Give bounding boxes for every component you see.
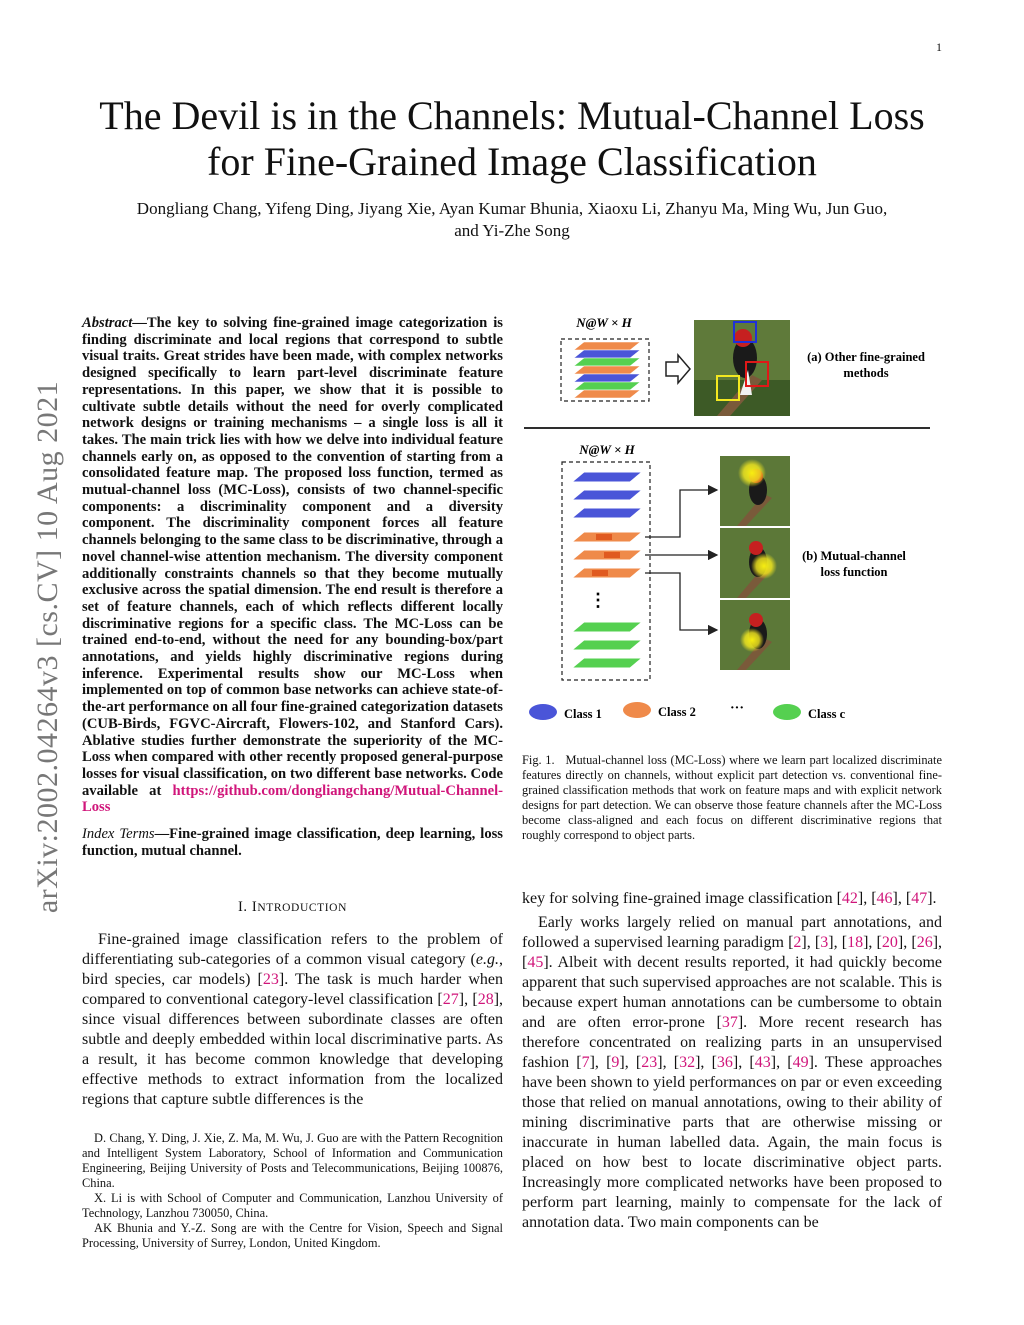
para-text: Early works largely relied on manual part annotations, and followed a supervised learning paradigm [ bbox=[522, 914, 942, 951]
para-text: ], [ bbox=[732, 1054, 755, 1071]
right-column-text bbox=[522, 889, 942, 1233]
para-text: ]. Albeit with decent results reported, it had quickly become apparent that such supervised approaches are not scalable. This is because expert human annotations can be cumbersome to obtain and are often error-prone [ bbox=[522, 954, 942, 1031]
citation-link[interactable]: 3 bbox=[820, 934, 829, 951]
para-text: ], [ bbox=[857, 890, 877, 907]
para-text: key for solving fine-grained image classification [ bbox=[522, 890, 842, 907]
section-heading bbox=[82, 899, 503, 916]
para-text: ], [ bbox=[522, 934, 943, 971]
legend-class1: Class 1 bbox=[564, 707, 602, 721]
footnote-2: X. Li is with School of Computer and Communication, Lanzhou University of Technology, Lanzhou 730050, China. bbox=[82, 1191, 503, 1220]
classc-channels bbox=[572, 622, 642, 668]
citation-link[interactable]: 46 bbox=[876, 890, 893, 907]
feature-dim-label-mid: N@W × H bbox=[579, 442, 635, 457]
para-text: ], [ bbox=[657, 1054, 680, 1071]
para-text: ], [ bbox=[828, 934, 848, 951]
citation-link[interactable]: 32 bbox=[679, 1054, 696, 1071]
index-terms-heading: Index Terms bbox=[82, 826, 155, 842]
page-number: 1 bbox=[936, 40, 942, 54]
legend-class2: Class 2 bbox=[658, 705, 696, 719]
citation-link[interactable]: 49 bbox=[792, 1054, 809, 1071]
class2-channels bbox=[572, 532, 642, 578]
para-text: ]. These approaches have been shown to yield performances on par or even exceeding those that relied on manual annotations, owing to their ability of mining discriminative parts that are otherwise missing or inaccurate in human labelled data. Again, the main focus is placed on how best to locate discriminative object parts. Increasingly more complicated networks have been proposed to perform part learning, mainly to compensate for the lack of annotation data. Two main components can be bbox=[522, 1054, 943, 1231]
para-text: ], [ bbox=[892, 890, 912, 907]
citation-link[interactable]: 20 bbox=[881, 934, 898, 951]
para-text: ]. bbox=[927, 890, 937, 907]
para-text: ], [ bbox=[897, 934, 917, 951]
citation-link[interactable]: 37 bbox=[721, 1014, 738, 1031]
citation-link[interactable]: 43 bbox=[754, 1054, 771, 1071]
footnote-3: AK Bhunia and Y.-Z. Song are with the Centre for Vision, Speech and Signal Processing, University of Surrey, London, United Kingdom. bbox=[82, 1221, 503, 1250]
citation-link[interactable]: 7 bbox=[581, 1054, 590, 1071]
para-text: ], [ bbox=[695, 1054, 717, 1071]
legend-swatch-class2 bbox=[623, 702, 651, 718]
title-line-1: The Devil is in the Channels: Mutual-Channel Loss bbox=[99, 93, 925, 138]
stacked-feature-maps bbox=[574, 342, 640, 398]
abstract-text: —The key to solving fine-grained image categorization is finding discriminate and local regions that correspond to subtle visual traits. Great strides have been made, with complex networks designed specifically to learn part-level discriminate feature representations. In this paper, we show that it is possible to cultivate subtle details without the need for overly complicated network designs or training mechanisms – a single loss is all it takes. The main trick lies with how we delve into individual feature channels early on, as opposed to the convention of starting from a consolidated feature map. The proposed loss function, termed as mutual-channel loss (MC-Loss), consists of two channel-specific components: a discriminality component and a diversity component. The discriminality component forces all feature channels belonging to the same class to be discriminative, through a novel channel-wise attention mechanism. The diversity component additionally constraints channels so that they become mutually exclusive across the spatial dimension. The end result is therefore a set of feature channels, each of which reflects different locally discriminative regions for a specific class. The MC-Loss can be trained end-to-end, without the need for any bounding-box/part annotations, and yields highly discriminative regions during inference. Experimental results show our MC-Loss when implemented on top of common base networks can achieve state-of-the-art performance on all four fine-grained categorization datasets (CUB-Birds, FGVC-Aircraft, Flowers-102, and Stanford Cars). Ablative studies further demonstrate the superiority of the MC-Loss when compared with other recently proposed general-purpose losses for visual classification, on two different base networks. Code available at bbox=[82, 315, 503, 799]
title-line-2: for Fine-Grained Image Classification bbox=[207, 139, 817, 184]
citation-link[interactable]: 42 bbox=[841, 890, 858, 907]
label-other-methods-line2: methods bbox=[843, 366, 889, 380]
feature-dim-label-top: N@W × H bbox=[576, 315, 632, 330]
para-text: ], [ bbox=[801, 934, 821, 951]
citation-link[interactable]: 36 bbox=[716, 1054, 733, 1071]
legend-ellipsis: ··· bbox=[729, 701, 745, 716]
citation-link[interactable]: 28 bbox=[477, 991, 494, 1008]
intro-text: ], since visual differences between subordinate classes are often subtle and deeply embedded within local discriminative parts. As a result, it has become common knowledge that developing effective methods to extract information from the localized regions that capture subtle differences is the bbox=[82, 991, 504, 1108]
early-works-paragraph bbox=[522, 913, 942, 1233]
author-list bbox=[80, 198, 944, 242]
legend-classc: Class c bbox=[808, 707, 846, 721]
citation-link[interactable]: 23 bbox=[262, 971, 279, 988]
arxiv-identifier-text: arXiv:2002.04264v3 [cs.CV] 10 Aug 2021 bbox=[31, 380, 64, 914]
continued-paragraph bbox=[522, 889, 942, 909]
index-terms-text: —Fine-grained image classification, deep learning, loss function, mutual channel. bbox=[82, 826, 503, 859]
figure-caption bbox=[522, 753, 942, 843]
channel-to-image-arrows bbox=[645, 490, 717, 630]
paper-title bbox=[60, 93, 964, 185]
citation-link[interactable]: 23 bbox=[641, 1054, 658, 1071]
figure-1 bbox=[512, 310, 952, 735]
arxiv-identifier bbox=[28, 352, 68, 942]
section-title-rest: NTRODUCTION bbox=[257, 902, 347, 914]
citation-link[interactable]: 45 bbox=[527, 954, 544, 971]
legend bbox=[529, 701, 846, 721]
para-text: ], [ bbox=[863, 934, 882, 951]
authors-line-2: and Yi-Zhe Song bbox=[454, 221, 570, 240]
legend-swatch-classc bbox=[773, 704, 801, 720]
para-text: ], [ bbox=[770, 1054, 793, 1071]
citation-link[interactable]: 9 bbox=[611, 1054, 620, 1071]
bird-attention-wing bbox=[720, 600, 790, 670]
bird-attention-head bbox=[720, 456, 790, 526]
label-mc-loss-line2: loss function bbox=[820, 565, 888, 579]
abstract bbox=[82, 315, 503, 816]
bird-image-top bbox=[694, 320, 790, 416]
intro-text: , bird species, car models) [ bbox=[82, 951, 503, 988]
citation-link[interactable]: 27 bbox=[442, 991, 459, 1008]
intro-text: ], [ bbox=[458, 991, 478, 1008]
vertical-ellipsis: ⋮ bbox=[589, 590, 607, 610]
citation-link[interactable]: 2 bbox=[793, 934, 802, 951]
code-link[interactable]: https://github.com/dongliangchang/Mutual-Channel-Loss bbox=[82, 782, 503, 816]
para-text: ], [ bbox=[619, 1054, 642, 1071]
section-numeral: I. bbox=[238, 899, 248, 915]
intro-eg: e.g. bbox=[475, 951, 499, 968]
class1-channels bbox=[572, 472, 642, 518]
authors-line-1: Dongliang Chang, Yifeng Ding, Jiyang Xie, Ayan Kumar Bhunia, Xiaoxu Li, Zhanyu Ma, Ming Wu, Jun Guo, bbox=[136, 199, 888, 218]
figure-1-diagram bbox=[512, 310, 952, 735]
intro-text: Fine-grained image classification refers to the problem of differentiating sub-categories of a common visual category ( bbox=[82, 931, 503, 968]
label-mc-loss-line1: (b) Mutual-channel bbox=[802, 549, 906, 563]
intro-paragraph bbox=[82, 930, 503, 1110]
section-cap: I bbox=[251, 899, 258, 915]
label-other-methods-line1: (a) Other fine-grained bbox=[807, 350, 925, 364]
caption-label: Fig. 1. bbox=[522, 753, 555, 767]
footnote-1: D. Chang, Y. Ding, J. Xie, Z. Ma, M. Wu, J. Guo are with the Pattern Recognition and Intelligent System Laboratory, School of Information and Communication Engineering, Beijing University of Posts and Telecommunications, Beijing 100876, China. bbox=[82, 1131, 503, 1190]
intro-text: ]. The task is much harder when compared to conventional category-level classification [ bbox=[82, 971, 503, 1008]
legend-swatch-class1 bbox=[529, 704, 557, 720]
citation-link[interactable]: 26 bbox=[916, 934, 933, 951]
para-text: ]. More recent research has therefore concentrated on realizing parts in an unsupervised fashion [ bbox=[522, 1014, 942, 1071]
citation-link[interactable]: 18 bbox=[847, 934, 864, 951]
citation-link[interactable]: 47 bbox=[911, 890, 928, 907]
index-terms bbox=[82, 826, 503, 859]
para-text: ], [ bbox=[589, 1054, 612, 1071]
abstract-heading: Abstract bbox=[82, 315, 133, 331]
hollow-arrow-icon bbox=[666, 355, 690, 383]
caption-text: Mutual-channel loss (MC-Loss) where we learn part localized discriminate features directly on channels, without explicit part detection vs. conventional fine-grained classification methods that work on feature maps and with explicit network designs for part detection. We can observe those feature channels after the MC-Loss become class-aligned and each focus on different discriminative regions that roughly correspond to object parts. bbox=[522, 753, 942, 842]
bird-attention-breast bbox=[720, 528, 790, 598]
affiliation-footnotes bbox=[82, 1131, 503, 1251]
